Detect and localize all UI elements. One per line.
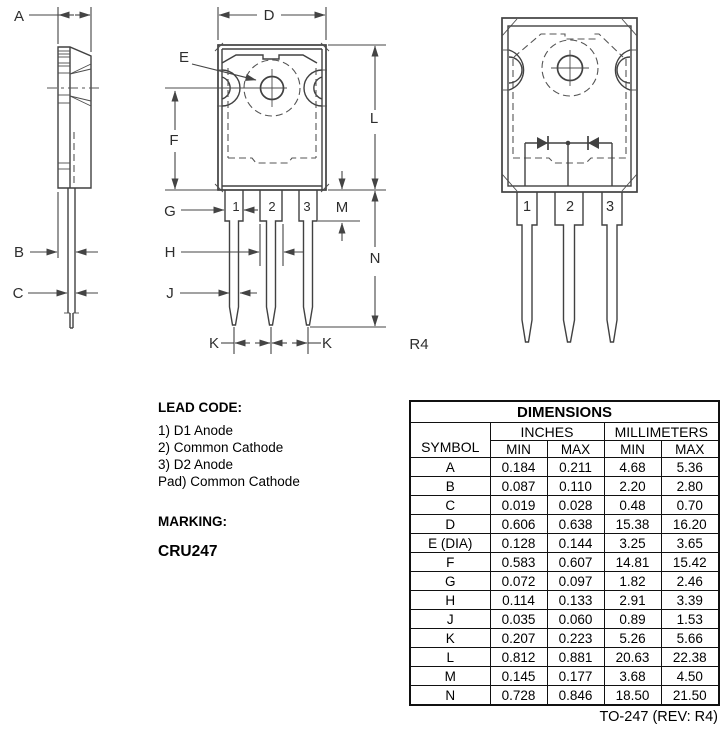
symbol-cell: N: [410, 686, 490, 706]
mm-min-cell: 2.20: [604, 477, 661, 496]
mm-min-cell: 0.48: [604, 496, 661, 515]
in-min-cell: 0.207: [490, 629, 547, 648]
symbol-header: SYMBOL: [410, 423, 490, 458]
mm-max-cell: 16.20: [661, 515, 719, 534]
in-min-cell: 0.606: [490, 515, 547, 534]
mm-min-cell: 0.89: [604, 610, 661, 629]
dim-row-e: [410, 534, 719, 553]
in-max-cell: 0.177: [547, 667, 604, 686]
table-title: DIMENSIONS: [410, 401, 719, 423]
in-min-cell: 0.128: [490, 534, 547, 553]
dim-label-m: M: [335, 199, 349, 216]
dim-label-e: E: [178, 49, 190, 66]
in-min-cell: 0.728: [490, 686, 547, 706]
mm-max-cell: 21.50: [661, 686, 719, 706]
in-min-cell: 0.184: [490, 458, 547, 477]
in-max-cell: 0.881: [547, 648, 604, 667]
inches-min-header: MIN: [490, 441, 547, 458]
lead-code-item-1: 1) D1 Anode: [158, 423, 234, 438]
in-max-cell: 0.028: [547, 496, 604, 515]
mm-max-cell: 15.42: [661, 553, 719, 572]
in-max-cell: 0.133: [547, 591, 604, 610]
dim-row-h: [410, 591, 719, 610]
in-min-cell: 0.114: [490, 591, 547, 610]
dim-row-j: [410, 610, 719, 629]
dim-g: [164, 203, 258, 220]
symbol-cell: A: [410, 458, 490, 477]
lead-code-item-pad: Pad) Common Cathode: [158, 474, 300, 489]
inches-header: INCHES: [490, 423, 604, 441]
lead-code-item-3: 3) D2 Anode: [158, 457, 234, 472]
mm-min-cell: 14.81: [604, 553, 661, 572]
mm-min-cell: 3.25: [604, 534, 661, 553]
dim-a: [14, 7, 91, 52]
symbol-cell: E (DIA): [410, 534, 490, 553]
symbol-cell: C: [410, 496, 490, 515]
mm-min-header: MIN: [604, 441, 661, 458]
dim-label-h: H: [164, 244, 176, 261]
dim-m: [318, 171, 360, 241]
lead-code-title: LEAD CODE:: [158, 400, 242, 415]
dim-label-j: J: [166, 285, 174, 302]
mm-min-cell: 15.38: [604, 515, 661, 534]
dim-row-d: [410, 515, 719, 534]
symbol-cell: L: [410, 648, 490, 667]
dimensions-table: [409, 400, 720, 706]
dim-label-f: F: [169, 132, 179, 149]
dim-row-b: [410, 477, 719, 496]
mm-max-cell: 5.36: [661, 458, 719, 477]
front-body: [165, 43, 329, 192]
dim-d: [218, 7, 326, 40]
dimensions-table-block: [409, 400, 719, 725]
in-min-cell: 0.035: [490, 610, 547, 629]
diode-d2-symbol: [588, 137, 599, 149]
rev-note: R4: [409, 336, 429, 353]
mm-min-cell: 5.26: [604, 629, 661, 648]
dim-row-n: [410, 686, 719, 706]
symbol-cell: F: [410, 553, 490, 572]
mm-min-cell: 4.68: [604, 458, 661, 477]
package-rev-footer: TO-247 (REV: R4): [599, 709, 718, 725]
dim-f: [165, 91, 218, 190]
mm-max-cell: 2.80: [661, 477, 719, 496]
mm-max-cell: 4.50: [661, 667, 719, 686]
symbol-cell: B: [410, 477, 490, 496]
dim-row-c: [410, 496, 719, 515]
mm-max-cell: 22.38: [661, 648, 719, 667]
in-min-cell: 0.583: [490, 553, 547, 572]
dim-row-a: [410, 458, 719, 477]
common-cathode-node: [566, 141, 571, 146]
back-leads: [517, 192, 622, 342]
in-min-cell: 0.087: [490, 477, 547, 496]
dim-j: [166, 285, 257, 302]
mm-min-cell: 1.82: [604, 572, 661, 591]
dim-b: [14, 192, 98, 261]
dim-label-n: N: [369, 250, 381, 267]
in-max-cell: 0.060: [547, 610, 604, 629]
symbol-cell: J: [410, 610, 490, 629]
in-max-cell: 0.144: [547, 534, 604, 553]
in-max-cell: 0.097: [547, 572, 604, 591]
side-lead: [64, 188, 79, 328]
dim-row-f: [410, 553, 719, 572]
front-pin-1: 1: [232, 199, 240, 214]
mm-max-cell: 2.46: [661, 572, 719, 591]
side-view: [13, 7, 101, 328]
symbol-cell: D: [410, 515, 490, 534]
in-max-cell: 0.846: [547, 686, 604, 706]
mm-max-cell: 3.65: [661, 534, 719, 553]
mm-max-cell: 0.70: [661, 496, 719, 515]
in-min-cell: 0.145: [490, 667, 547, 686]
back-body: [502, 18, 637, 192]
in-max-cell: 0.211: [547, 458, 604, 477]
back-pin-2: 2: [565, 199, 575, 215]
in-min-cell: 0.072: [490, 572, 547, 591]
mm-max-cell: 5.66: [661, 629, 719, 648]
mm-max-cell: 3.39: [661, 591, 719, 610]
dim-l: [328, 45, 386, 190]
dim-row-l: [410, 648, 719, 667]
front-view: [164, 7, 428, 354]
mm-min-cell: 3.68: [604, 667, 661, 686]
millimeters-header: MILLIMETERS: [604, 423, 719, 441]
inches-max-header: MAX: [547, 441, 604, 458]
front-pin-3: 3: [303, 199, 311, 214]
in-min-cell: 0.019: [490, 496, 547, 515]
in-max-cell: 0.638: [547, 515, 604, 534]
in-max-cell: 0.223: [547, 629, 604, 648]
dim-label-a: A: [13, 8, 25, 25]
dim-row-k: [410, 629, 719, 648]
dim-c: [13, 285, 98, 302]
mm-min-cell: 2.91: [604, 591, 661, 610]
in-max-cell: 0.607: [547, 553, 604, 572]
back-pin-1: 1: [522, 199, 532, 215]
internal-diode-schematic: [525, 136, 612, 186]
notes-block: [158, 399, 300, 560]
dim-label-g: G: [164, 203, 176, 220]
mm-max-cell: 1.53: [661, 610, 719, 629]
back-pin-3: 3: [605, 199, 615, 215]
marking-title: MARKING:: [158, 514, 227, 529]
in-max-cell: 0.110: [547, 477, 604, 496]
mm-min-cell: 20.63: [604, 648, 661, 667]
dim-k: [209, 327, 332, 354]
back-view: [502, 18, 637, 342]
lead-code-item-2: 2) Common Cathode: [158, 440, 284, 455]
symbol-cell: H: [410, 591, 490, 610]
front-leads: [225, 190, 317, 325]
dim-row-g: [410, 572, 719, 591]
dim-row-m: [410, 667, 719, 686]
dim-label-d: D: [263, 7, 275, 24]
symbol-cell: K: [410, 629, 490, 648]
dim-label-c: C: [12, 285, 24, 302]
symbol-cell: M: [410, 667, 490, 686]
dim-label-b: B: [13, 244, 25, 261]
symbol-cell: G: [410, 572, 490, 591]
in-min-cell: 0.812: [490, 648, 547, 667]
dim-label-k-left: K: [208, 335, 220, 352]
mm-min-cell: 18.50: [604, 686, 661, 706]
diode-d1-symbol: [537, 137, 548, 149]
front-pin-2: 2: [268, 199, 276, 214]
mm-max-header: MAX: [661, 441, 719, 458]
marking-value: CRU247: [158, 543, 218, 560]
dim-label-k-right: K: [321, 335, 333, 352]
side-notch-right: [304, 70, 322, 106]
dim-label-l: L: [369, 110, 379, 127]
side-body: [47, 47, 101, 188]
dim-h: [165, 224, 304, 266]
